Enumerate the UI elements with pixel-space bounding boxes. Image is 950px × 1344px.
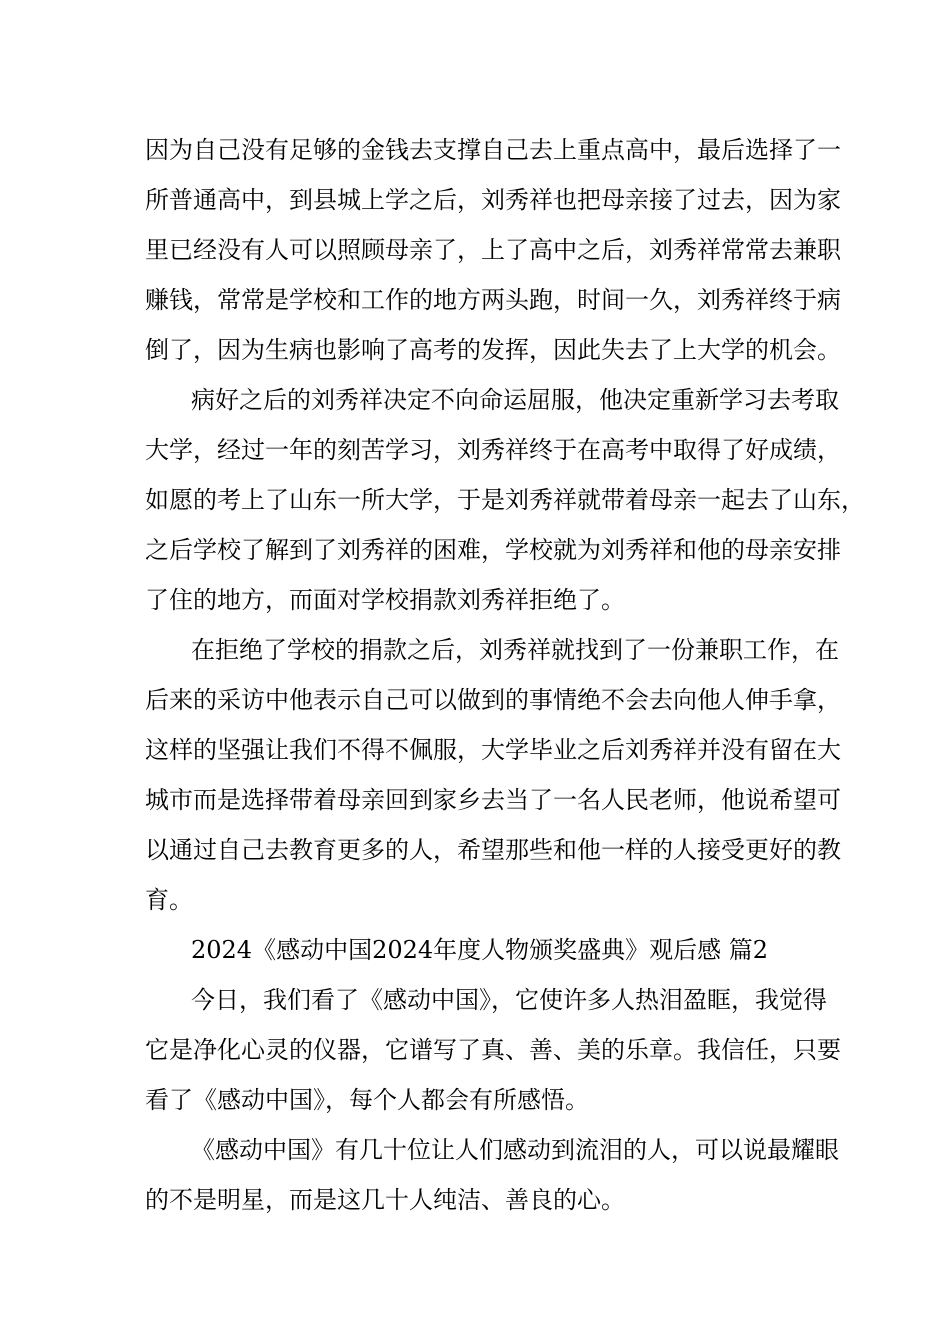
- text-line: 以通过自己去教育更多的人，希望那些和他一样的人接受更好的教: [145, 836, 841, 864]
- text-line: 之后学校了解到了刘秀祥的困难，学校就为刘秀祥和他的母亲安排: [145, 536, 841, 564]
- text-line: 的不是明星，而是这几十人纯洁、善良的心。: [145, 1186, 625, 1214]
- text-line: 大学，经过一年的刻苦学习，刘秀祥终于在高考中取得了好成绩，: [145, 436, 841, 464]
- text-line: 它是净化心灵的仪器，它谱写了真、善、美的乐章。我信任，只要: [145, 1036, 841, 1064]
- text-line: 赚钱，常常是学校和工作的地方两头跑，时间一久，刘秀祥终于病: [145, 286, 841, 314]
- text-line: 如愿的考上了山东一所大学，于是刘秀祥就带着母亲一起去了山东，: [145, 486, 865, 514]
- paragraph-first-line: 在拒绝了学校的捐款之后，刘秀祥就找到了一份兼职工作，在: [191, 636, 839, 664]
- text-line: 里已经没有人可以照顾母亲了，上了高中之后，刘秀祥常常去兼职: [145, 236, 841, 264]
- section-heading: 2024《感动中国2024年度人物颁奖盛典》观后感 篇2: [191, 936, 769, 964]
- text-line: 看了《感动中国》，每个人都会有所感悟。: [145, 1086, 589, 1114]
- text-line: 城市而是选择带着母亲回到家乡去当了一名人民老师，他说希望可: [145, 786, 841, 814]
- text-line: 这样的坚强让我们不得不佩服，大学毕业之后刘秀祥并没有留在大: [145, 736, 841, 764]
- text-line: 了住的地方，而面对学校捐款刘秀祥拒绝了。: [145, 586, 625, 614]
- paragraph-first-line: 病好之后的刘秀祥决定不向命运屈服，他决定重新学习去考取: [191, 386, 839, 414]
- text-line: 倒了，因为生病也影响了高考的发挥，因此失去了上大学的机会。: [145, 336, 841, 364]
- text-line: 因为自己没有足够的金钱去支撑自己去上重点高中，最后选择了一: [145, 136, 841, 164]
- paragraph-first-line: 《感动中国》有几十位让人们感动到流泪的人，可以说最耀眼: [191, 1136, 839, 1164]
- text-line: 后来的采访中他表示自己可以做到的事情绝不会去向他人伸手拿，: [145, 686, 841, 714]
- text-line: 育。: [145, 886, 193, 914]
- paragraph-first-line: 今日，我们看了《感动中国》，它使许多人热泪盈眶，我觉得: [191, 986, 827, 1014]
- text-line: 所普通高中，到县城上学之后，刘秀祥也把母亲接了过去，因为家: [145, 186, 841, 214]
